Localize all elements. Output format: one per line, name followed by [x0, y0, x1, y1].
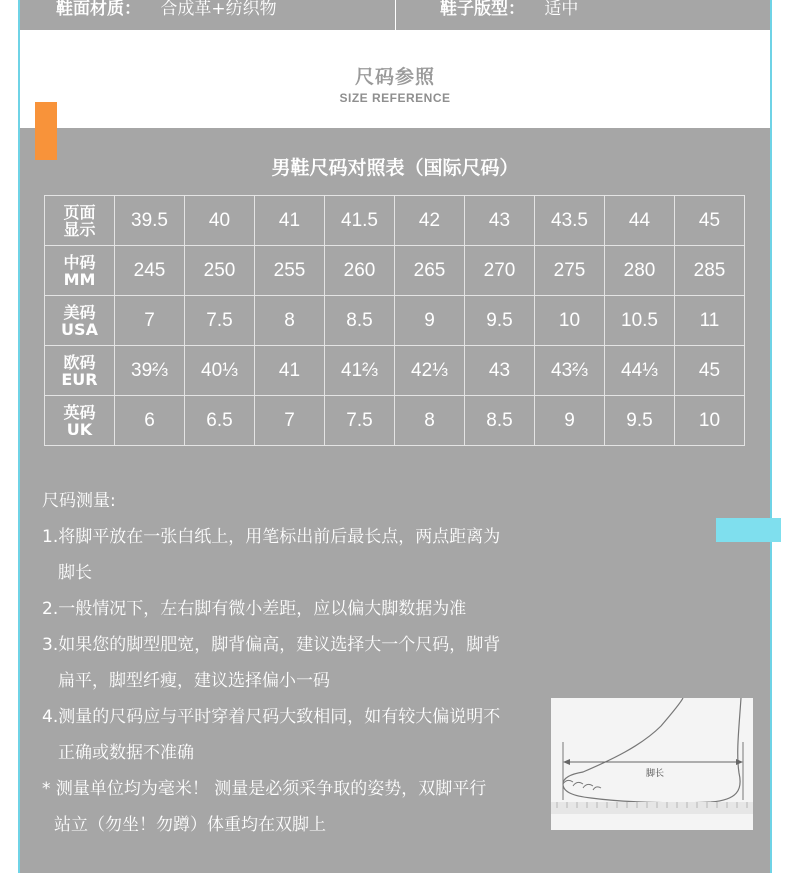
upper-material-label: 鞋面材质：: [56, 0, 141, 19]
size-cell: 44: [605, 196, 675, 246]
size-cell: 255: [255, 246, 325, 296]
size-table-row: [45, 396, 745, 446]
note-line: 2.一般情况下，左右脚有微小差距，应以偏大脚数据为准: [42, 599, 467, 619]
size-cell: 39.5: [115, 196, 185, 246]
size-cell: 9: [535, 396, 605, 446]
size-cell: 43: [465, 196, 535, 246]
foot-illustration: [551, 698, 753, 830]
row-header-line2: EUR: [61, 369, 98, 389]
row-header-line2: 显示: [63, 219, 96, 239]
size-cell: 6.5: [185, 396, 255, 446]
size-cell: 41: [255, 346, 325, 396]
note-line: 站立（勿坐！勿蹲）体重均在双脚上: [54, 815, 326, 835]
size-row-header: [45, 346, 115, 396]
size-cell: 7: [115, 296, 185, 346]
row-header-line1: 欧码: [63, 352, 96, 372]
size-cell: 9: [395, 296, 465, 346]
size-cell: 8: [255, 296, 325, 346]
note-line: * 测量单位均为毫米！ 测量是必须采争取的姿势，双脚平行: [42, 779, 487, 799]
size-cell: 45: [675, 346, 745, 396]
note-line: 正确或数据不准确: [58, 743, 194, 763]
row-header-line2: UK: [66, 419, 93, 439]
size-cell: 11: [675, 296, 745, 346]
size-cell: 9.5: [465, 296, 535, 346]
row-header-line1: 中码: [63, 252, 96, 272]
row-header-line1: 英码: [63, 402, 96, 422]
size-row-header: [45, 246, 115, 296]
upper-material-value: 合成革+纺织物: [160, 0, 277, 19]
cyan-accent-tab: [716, 518, 781, 542]
size-cell: 275: [535, 246, 605, 296]
size-cell: 270: [465, 246, 535, 296]
material-info-band: [20, 0, 770, 30]
size-row-header: [45, 296, 115, 346]
size-row-header: [45, 396, 115, 446]
last-type-value: 适中: [544, 0, 579, 19]
size-cell: 285: [675, 246, 745, 296]
row-header-line1: 页面: [63, 202, 96, 222]
orange-accent-tab: [35, 102, 57, 160]
size-cell: 7.5: [185, 296, 255, 346]
size-chart-table: [44, 195, 745, 446]
size-cell: 260: [325, 246, 395, 296]
notes-title: 尺码测量:: [42, 491, 116, 511]
foot-measurement-diagram: [551, 698, 753, 830]
upper-material: [56, 0, 277, 19]
size-cell: 39⅔: [115, 346, 185, 396]
note-line: 脚长: [58, 563, 92, 583]
size-cell: 43⅔: [535, 346, 605, 396]
size-cell: 43.5: [535, 196, 605, 246]
foot-length-label: 脚长: [646, 769, 665, 779]
size-cell: 10.5: [605, 296, 675, 346]
size-cell: 8: [395, 396, 465, 446]
size-cell: 265: [395, 246, 465, 296]
last-type-label: 鞋子版型：: [440, 0, 525, 19]
size-cell: 7: [255, 396, 325, 446]
row-header-line2: MM: [63, 269, 96, 289]
section-heading-en: SIZE REFERENCE: [339, 91, 451, 105]
section-heading-cn: 尺码参照: [354, 66, 435, 88]
size-cell: 41.5: [325, 196, 395, 246]
size-cell: 42⅓: [395, 346, 465, 396]
row-header-line1: 美码: [63, 302, 96, 322]
size-cell: 10: [535, 296, 605, 346]
band-divider: [395, 0, 396, 30]
size-cell: 6: [115, 396, 185, 446]
size-cell: 40: [185, 196, 255, 246]
last-type: [440, 0, 578, 19]
size-cell: 42: [395, 196, 465, 246]
size-row-header: [45, 196, 115, 246]
size-cell: 250: [185, 246, 255, 296]
size-table-row: [45, 296, 745, 346]
size-cell: 41⅔: [325, 346, 395, 396]
row-header-line2: USA: [61, 319, 98, 339]
note-line: 1.将脚平放在一张白纸上，用笔标出前后最长点，两点距离为: [42, 527, 501, 547]
size-cell: 10: [675, 396, 745, 446]
size-table-row: [45, 196, 745, 246]
size-cell: 245: [115, 246, 185, 296]
size-table-title: 男鞋尺码对照表（国际尺码）: [271, 157, 519, 179]
size-cell: 43: [465, 346, 535, 396]
note-line: 扁平，脚型纤瘦，建议选择偏小一码: [58, 671, 330, 691]
frame-line-right: [770, 0, 772, 873]
note-line: 4.测量的尺码应与平时穿着尺码大致相同，如有较大偏说明不: [42, 707, 501, 727]
size-cell: 40⅓: [185, 346, 255, 396]
size-cell: 41: [255, 196, 325, 246]
size-cell: 44⅓: [605, 346, 675, 396]
size-table-row: [45, 246, 745, 296]
size-cell: 45: [675, 196, 745, 246]
size-cell: 8.5: [325, 296, 395, 346]
note-line: 3.如果您的脚型肥宽，脚背偏高，建议选择大一个尺码，脚背: [42, 635, 501, 655]
size-cell: 9.5: [605, 396, 675, 446]
size-cell: 7.5: [325, 396, 395, 446]
size-cell: 8.5: [465, 396, 535, 446]
size-cell: 280: [605, 246, 675, 296]
size-table-row: [45, 346, 745, 396]
